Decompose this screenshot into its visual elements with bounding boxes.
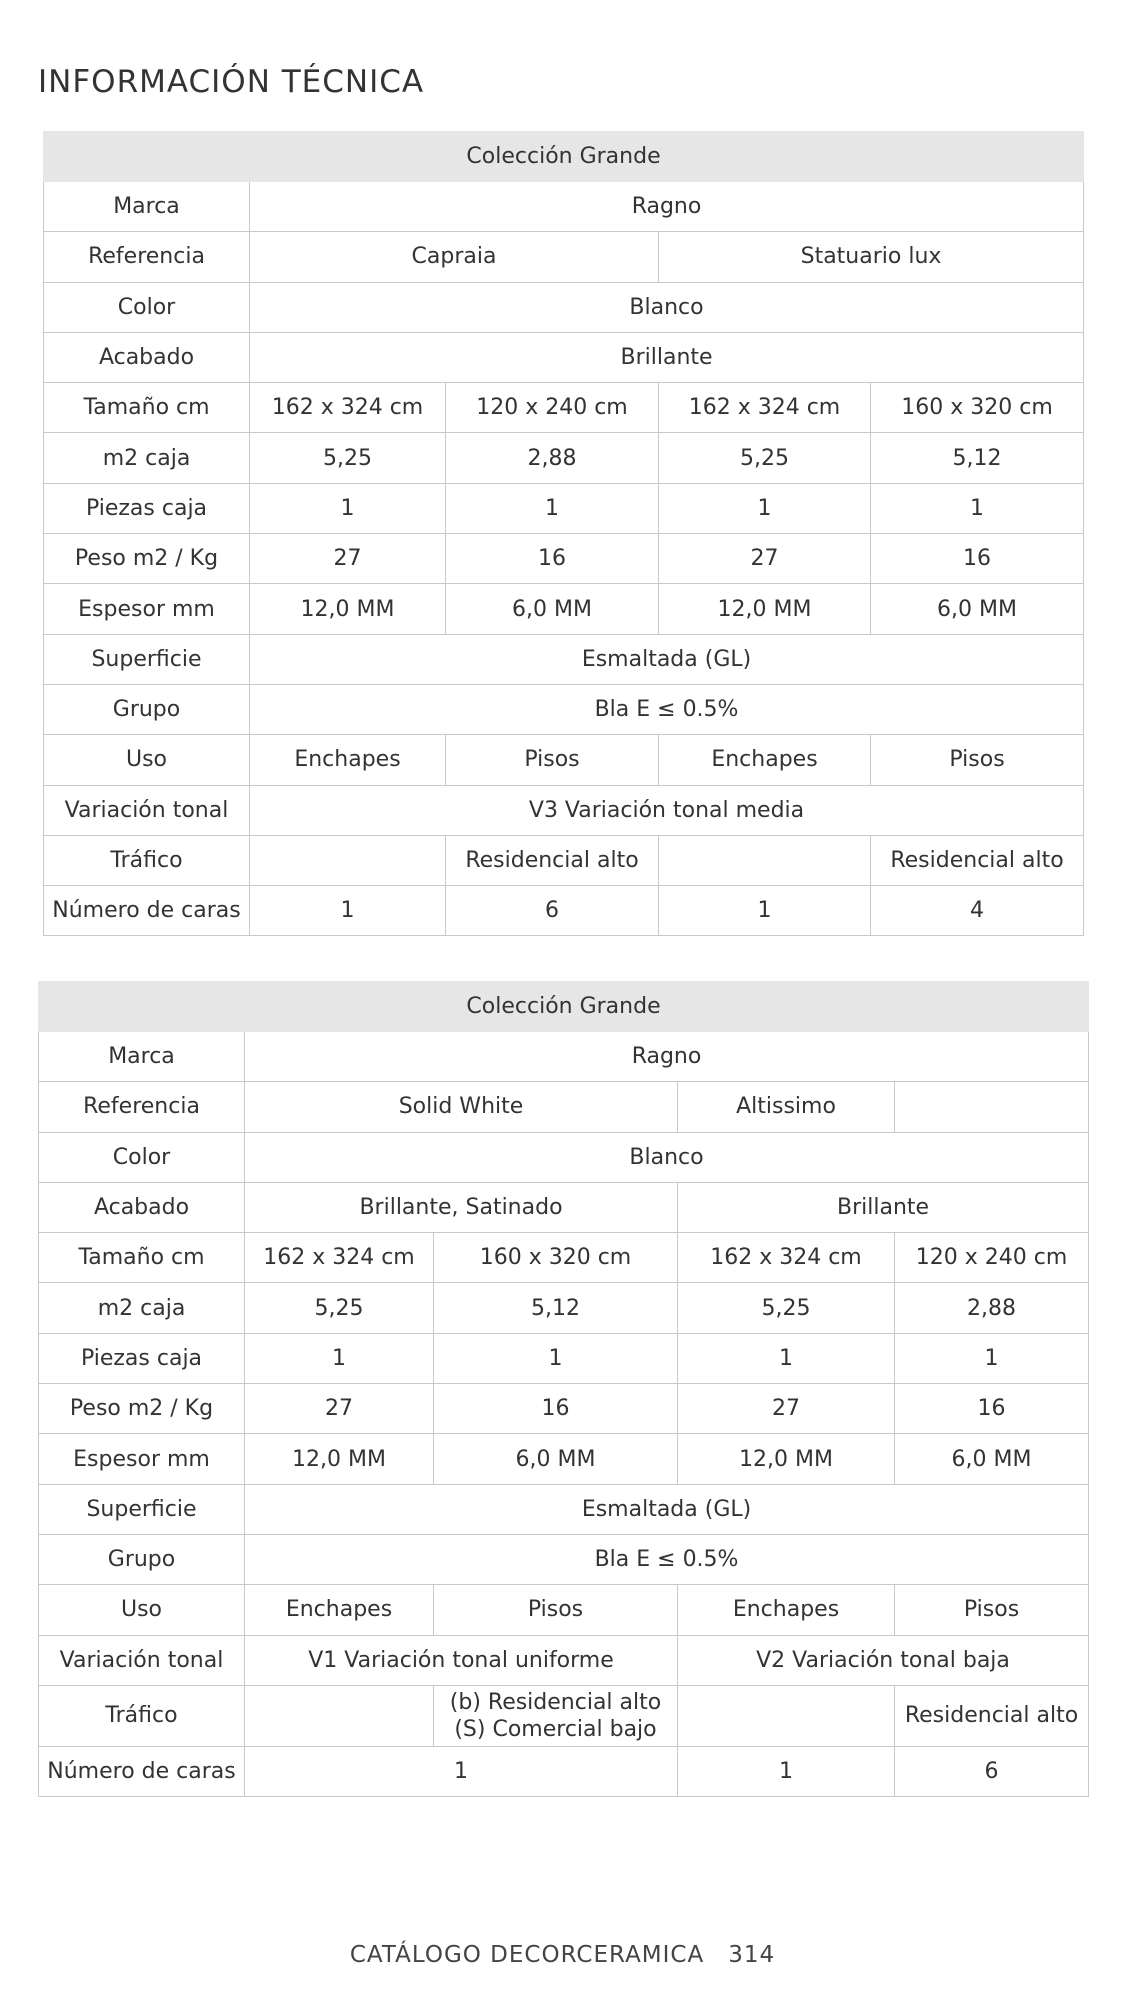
- table-row: [39, 1283, 1089, 1333]
- table-row: [39, 1585, 1089, 1635]
- table-cell: Altissimo: [678, 1082, 895, 1132]
- row-label: Color: [44, 282, 250, 332]
- table-cell: Pisos: [434, 1585, 678, 1635]
- table-cell: 5,25: [245, 1283, 434, 1333]
- row-label: Uso: [39, 1585, 245, 1635]
- table-cell: 2,88: [446, 433, 659, 483]
- table-row: [39, 1534, 1089, 1584]
- table-cell: 5,25: [659, 433, 871, 483]
- table-cell: 160 x 320 cm: [434, 1233, 678, 1283]
- table-cell: 12,0 MM: [250, 584, 446, 634]
- table-cell: 27: [678, 1384, 895, 1434]
- table-cell: 6: [895, 1746, 1089, 1796]
- table-row: [39, 1182, 1089, 1232]
- table-cell: Enchapes: [245, 1585, 434, 1635]
- page-title: INFORMACIÓN TÉCNICA: [38, 64, 425, 100]
- table-cell: [250, 835, 446, 885]
- table-cell: 120 x 240 cm: [895, 1233, 1089, 1283]
- table-cell: 27: [659, 534, 871, 584]
- table-cell: 1: [871, 483, 1084, 533]
- row-label: Acabado: [44, 332, 250, 382]
- table-cell: 1: [678, 1333, 895, 1383]
- table-cell: 6,0 MM: [446, 584, 659, 634]
- row-label: Referencia: [44, 232, 250, 282]
- table-row: [44, 886, 1084, 936]
- table-cell: 6,0 MM: [434, 1434, 678, 1484]
- table-cell: 162 x 324 cm: [678, 1233, 895, 1283]
- table-row: [44, 182, 1084, 232]
- row-label: Superficie: [44, 634, 250, 684]
- table-cell: 6,0 MM: [871, 584, 1084, 634]
- spec-table-1: [43, 131, 1084, 936]
- table-cell: Brillante: [678, 1182, 1089, 1232]
- row-label: Tamaño cm: [44, 383, 250, 433]
- table-row: [44, 735, 1084, 785]
- row-label: Grupo: [44, 684, 250, 734]
- table-cell: V2 Variación tonal baja: [678, 1635, 1089, 1685]
- cell-line: (S) Comercial bajo: [454, 1716, 657, 1742]
- table-cell: Ragno: [250, 182, 1084, 232]
- table-row: [39, 1333, 1089, 1383]
- table-row: [39, 1434, 1089, 1484]
- row-label: Color: [39, 1132, 245, 1182]
- row-label: m2 caja: [44, 433, 250, 483]
- table-row: [44, 232, 1084, 282]
- table-cell: Esmaltada (GL): [250, 634, 1084, 684]
- row-label: Tráfico: [39, 1685, 245, 1746]
- row-label: m2 caja: [39, 1283, 245, 1333]
- table-cell: V3 Variación tonal media: [250, 785, 1084, 835]
- row-label: Número de caras: [39, 1746, 245, 1796]
- table-cell: 1: [250, 483, 446, 533]
- table-cell: Blanco: [250, 282, 1084, 332]
- table-cell: Esmaltada (GL): [245, 1484, 1089, 1534]
- row-label: Acabado: [39, 1182, 245, 1232]
- table-row: [44, 684, 1084, 734]
- table-cell: 4: [871, 886, 1084, 936]
- table-row: [39, 1082, 1089, 1132]
- table-cell: [245, 1685, 434, 1746]
- table-cell: Enchapes: [678, 1585, 895, 1635]
- table-row: [39, 1484, 1089, 1534]
- collection-header: Colección Grande: [44, 132, 1084, 182]
- table-cell: 160 x 320 cm: [871, 383, 1084, 433]
- table-cell: 27: [245, 1384, 434, 1434]
- table-cell: V1 Variación tonal uniforme: [245, 1635, 678, 1685]
- table-row: [44, 534, 1084, 584]
- row-label: Piezas caja: [44, 483, 250, 533]
- row-label: Espesor mm: [44, 584, 250, 634]
- table-cell: 1: [245, 1746, 678, 1796]
- table-cell: 6,0 MM: [895, 1434, 1089, 1484]
- table-cell: 6: [446, 886, 659, 936]
- table-cell: Pisos: [871, 735, 1084, 785]
- table-cell: 16: [895, 1384, 1089, 1434]
- table-cell: [434, 1685, 678, 1746]
- table-cell: Capraia: [250, 232, 659, 282]
- table-cell: [895, 1082, 1089, 1132]
- table-cell: Statuario lux: [659, 232, 1084, 282]
- table-cell: 1: [659, 886, 871, 936]
- row-label: Espesor mm: [39, 1434, 245, 1484]
- row-label: Variación tonal: [44, 785, 250, 835]
- table-cell: 16: [446, 534, 659, 584]
- table-row: [39, 1233, 1089, 1283]
- table-cell: Solid White: [245, 1082, 678, 1132]
- table-cell: 27: [250, 534, 446, 584]
- table-cell: Residencial alto: [446, 835, 659, 885]
- table-cell: 12,0 MM: [659, 584, 871, 634]
- table-cell: 162 x 324 cm: [250, 383, 446, 433]
- table-row: [39, 1746, 1089, 1796]
- table-row: [44, 483, 1084, 533]
- table-cell: 120 x 240 cm: [446, 383, 659, 433]
- table-cell: 1: [434, 1333, 678, 1383]
- table-row: [44, 785, 1084, 835]
- table-cell: 1: [446, 483, 659, 533]
- table-cell: 12,0 MM: [245, 1434, 434, 1484]
- table-cell: Ragno: [245, 1032, 1089, 1082]
- table-cell: 5,12: [871, 433, 1084, 483]
- table-cell: 5,25: [678, 1283, 895, 1333]
- row-label: Tamaño cm: [39, 1233, 245, 1283]
- row-label: Referencia: [39, 1082, 245, 1132]
- row-label: Variación tonal: [39, 1635, 245, 1685]
- table-cell: 1: [895, 1333, 1089, 1383]
- table-cell: 1: [250, 886, 446, 936]
- row-label: Marca: [39, 1032, 245, 1082]
- row-label: Marca: [44, 182, 250, 232]
- table-cell: Pisos: [895, 1585, 1089, 1635]
- table-cell: Enchapes: [250, 735, 446, 785]
- row-label: Peso m2 / Kg: [44, 534, 250, 584]
- table-row: [44, 634, 1084, 684]
- collection-header: Colección Grande: [39, 982, 1089, 1032]
- table-cell: [678, 1685, 895, 1746]
- table-row: [39, 1384, 1089, 1434]
- table-row: [44, 835, 1084, 885]
- table-cell: Residencial alto: [871, 835, 1084, 885]
- table-cell: 1: [659, 483, 871, 533]
- spec-table-2: [38, 981, 1089, 1797]
- table-cell: 5,12: [434, 1283, 678, 1333]
- row-label: Piezas caja: [39, 1333, 245, 1383]
- table-cell: Brillante, Satinado: [245, 1182, 678, 1232]
- table-cell: Brillante: [250, 332, 1084, 382]
- table-row: [44, 584, 1084, 634]
- table-cell: Bla E ≤ 0.5%: [250, 684, 1084, 734]
- table-cell: 162 x 324 cm: [245, 1233, 434, 1283]
- table-cell: Pisos: [446, 735, 659, 785]
- row-label: Uso: [44, 735, 250, 785]
- row-label: Superficie: [39, 1484, 245, 1534]
- table-cell: Residencial alto: [895, 1685, 1089, 1746]
- table-row: [44, 383, 1084, 433]
- table-cell: 162 x 324 cm: [659, 383, 871, 433]
- row-label: Tráfico: [44, 835, 250, 885]
- cell-line: (b) Residencial alto: [449, 1689, 662, 1715]
- table-row: [44, 282, 1084, 332]
- row-label: Peso m2 / Kg: [39, 1384, 245, 1434]
- table-cell: Enchapes: [659, 735, 871, 785]
- table-cell: 2,88: [895, 1283, 1089, 1333]
- table-cell: 1: [678, 1746, 895, 1796]
- page-footer: [0, 1942, 1125, 1968]
- footer-catalog: CATÁLOGO DECORCERAMICA: [349, 1942, 705, 1968]
- table-cell: 1: [245, 1333, 434, 1383]
- row-label: Grupo: [39, 1534, 245, 1584]
- table-cell: 12,0 MM: [678, 1434, 895, 1484]
- table-row: [39, 1032, 1089, 1082]
- table-cell: 5,25: [250, 433, 446, 483]
- table-cell: Bla E ≤ 0.5%: [245, 1534, 1089, 1584]
- table-row: [39, 1132, 1089, 1182]
- table-cell: [659, 835, 871, 885]
- table-row: [39, 1685, 1089, 1746]
- table-cell: 16: [871, 534, 1084, 584]
- page-number: 314: [728, 1942, 776, 1968]
- table-row: [44, 332, 1084, 382]
- row-label: Número de caras: [44, 886, 250, 936]
- table-row: [44, 433, 1084, 483]
- table-cell: Blanco: [245, 1132, 1089, 1182]
- table-cell: 16: [434, 1384, 678, 1434]
- table-row: [39, 1635, 1089, 1685]
